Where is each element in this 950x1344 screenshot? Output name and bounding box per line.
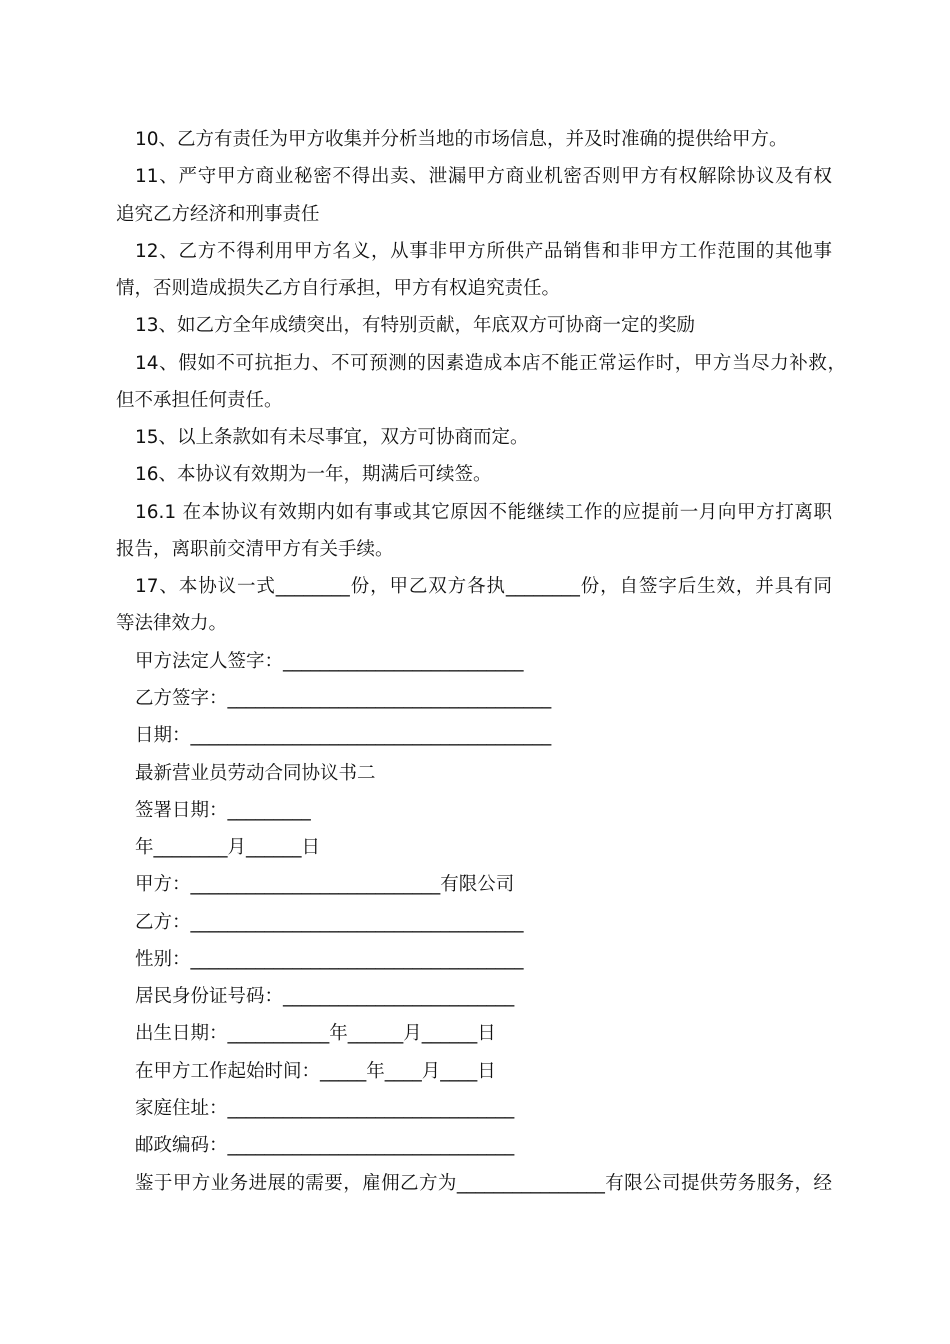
birth-date-field: 出生日期：___________年______月______日 — [135, 1023, 496, 1044]
start-date-field: 在甲方工作起始时间：_____年____月____日 — [135, 1061, 496, 1082]
party-b-field: 乙方：____________________________________ — [135, 912, 524, 933]
clause-14-line-1: 14、假如不可抗拒力、不可预测的因素造成本店不能正常运作时，甲方当尽力补救， — [135, 353, 846, 374]
section-title: 最新营业员劳动合同协议书二 — [135, 763, 376, 784]
gender-field: 性别：____________________________________ — [135, 949, 524, 970]
party-a-company-field: 甲方：___________________________有限公司 — [135, 874, 515, 895]
clause-16-1-line-1: 16.1 在本协议有效期内如有事或其它原因不能继续工作的应提前一月向甲方打离职 — [135, 502, 832, 523]
clause-16: 16、本协议有效期为一年，期满后可续签。 — [135, 464, 492, 485]
party-b-signature-field: 乙方签字：___________________________________ — [135, 688, 552, 709]
clause-15: 15、以上条款如有未尽事宜，双方可协商而定。 — [135, 427, 529, 448]
year-month-day-field: 年________月______日 — [135, 837, 321, 858]
clause-13: 13、如乙方全年成绩突出，有特别贡献，年底双方可协商一定的奖励 — [135, 315, 696, 336]
clause-11-line-1: 11、严守甲方商业秘密不得出卖、泄漏甲方商业机密否则甲方有权解除协议及有权 — [135, 166, 832, 187]
clause-10: 10、乙方有责任为甲方收集并分析当地的市场信息，并及时准确的提供给甲方。 — [135, 129, 788, 150]
home-address-field: 家庭住址：_______________________________ — [135, 1098, 515, 1119]
clause-11-line-2: 追究乙方经济和刑事责任 — [116, 204, 320, 225]
preamble-line-1: 鉴于甲方业务进展的需要，雇佣乙方为________________有限公司提供劳务服务，经 — [135, 1173, 832, 1194]
clause-17-line-2: 等法律效力。 — [116, 613, 228, 634]
postal-code-field: 邮政编码：_______________________________ — [135, 1135, 515, 1156]
id-number-field: 居民身份证号码：_________________________ — [135, 986, 515, 1007]
party-a-signature-field: 甲方法定人签字：__________________________ — [135, 651, 524, 672]
date-field: 日期：_______________________________________ — [135, 725, 552, 746]
clause-12-line-1: 12、乙方不得利用甲方名义，从事非甲方所供产品销售和非甲方工作范围的其他事 — [135, 241, 832, 262]
clause-12-line-2: 情，否则造成损失乙方自行承担，甲方有权追究责任。 — [116, 278, 561, 299]
clause-17-line-1: 17、本协议一式________份，甲乙双方各执________份，自签字后生效，并具有同 — [135, 576, 832, 597]
clause-14-line-2: 但不承担任何责任。 — [116, 390, 283, 411]
clause-16-1-line-2: 报告，离职前交清甲方有关手续。 — [116, 539, 394, 560]
signing-date-field: 签署日期：_________ — [135, 800, 311, 821]
